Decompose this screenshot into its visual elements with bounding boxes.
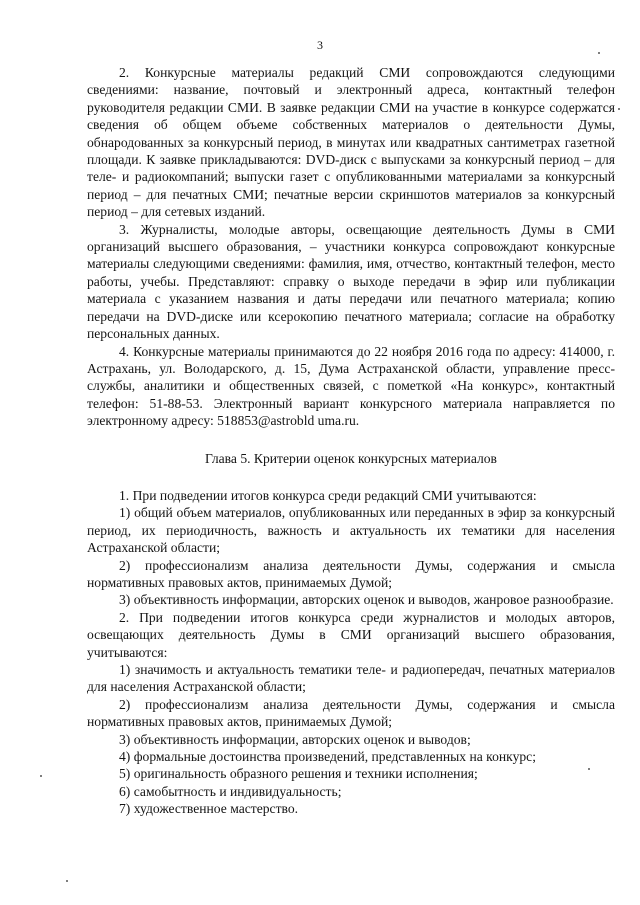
criteria-media-intro: 1. При подведении итогов конкурса среди редакций СМИ учитываются: <box>119 487 537 503</box>
criteria-media-item-1: 1) общий объем материалов, опубликованных или переданных в эфир за конкурсный период, их периодичность, важность и актуальность их тематики для населения Астраханской области; <box>87 505 615 556</box>
paragraph-2-submission-details: 2. Конкурсные материалы редакций СМИ сопровождаются следующими сведениями: название, почтовый и электронный адреса, контактный телефон руководителя редакции СМИ. В заявке редакции СМИ на участие в конкурсе содержатся сведения об общем объеме собственных материалов о деятельности Думы, обнародованных за конкурсный период, в минутах или квадратных сантиметрах газетной площади. К заявке прикладываются: DVD-диск с выпусками за конкурсный период – для теле- и радиокомпаний; выпуски газет с опубликованными материалами за конкурсный период – для печатных СМИ; печатные версии скриншотов материалов за конкурсный период – для сетевых изданий. <box>87 65 615 220</box>
criteria-journalists-item-5: 5) оригинальность образного решения и техники исполнения; <box>119 766 478 782</box>
criteria-journalists-item-1: 1) значимость и актуальность тематики теле- и радиопередач, печатных материалов для населения Астраханской области; <box>87 662 615 695</box>
scan-speck <box>618 108 620 110</box>
paragraph-4-deadline-address: 4. Конкурсные материалы принимаются до 22 ноября 2016 года по адресу: 414000, г. Астрахань, ул. Володарского, д. 15, Дума Астраханской области, управление пресс-службы, аналитики и общественных связей, с пометкой «На конкурс», контактный телефон: 51-88-53. Электронный вариант конкурсного материала направляется по электронному адресу: 518853@astrobld uma.ru. <box>87 343 615 429</box>
criteria-journalists-intro: 2. При подведении итогов конкурса среди журналистов и молодых авторов, освещающих деятельность Думы в СМИ организаций высшего образования, учитываются: <box>87 609 615 660</box>
document-body <box>87 64 615 818</box>
page-number: 3 <box>317 38 323 52</box>
criteria-journalists-item-7: 7) художественное мастерство. <box>119 801 299 817</box>
paragraph-3-journalist-details: 3. Журналисты, молодые авторы, освещающие деятельность Думы в СМИ организаций высшего образования, – участники конкурса сопровождают конкурсные материалы следующими сведениями: фамилия, имя, отчество, контактный телефон, место работы, учебы. Представляют: справку о выходе передачи в эфир или публикации материала с указанием названия и даты передачи или печатного материала; копию передачи на DVD-диске или ксерокопию печатного материала; согласие на обработку персональных данных. <box>87 221 615 342</box>
chapter-5-title: Глава 5. Критерии оценок конкурсных материалов <box>205 450 497 466</box>
scan-speck <box>40 775 42 777</box>
criteria-journalists-item-2: 2) профессионализм анализа деятельности Думы, содержания и смысла нормативных правовых актов, принимаемых Думой; <box>87 696 615 730</box>
scan-speck <box>66 880 68 882</box>
scan-speck <box>588 768 590 770</box>
scan-speck <box>598 52 600 54</box>
criteria-media-item-3: 3) объективность информации, авторских оценок и выводов, жанровое разнообразие. <box>119 592 614 608</box>
criteria-journalists-item-3: 3) объективность информации, авторских оценок и выводов; <box>119 731 471 747</box>
criteria-media-item-2: 2) профессионализм анализа деятельности Думы, содержания и смысла нормативных правовых актов, принимаемых Думой; <box>87 557 615 590</box>
criteria-journalists-item-4: 4) формальные достоинства произведений, представленных на конкурс; <box>119 749 536 765</box>
criteria-journalists-item-6: 6) самобытность и индивидуальность; <box>119 783 342 799</box>
